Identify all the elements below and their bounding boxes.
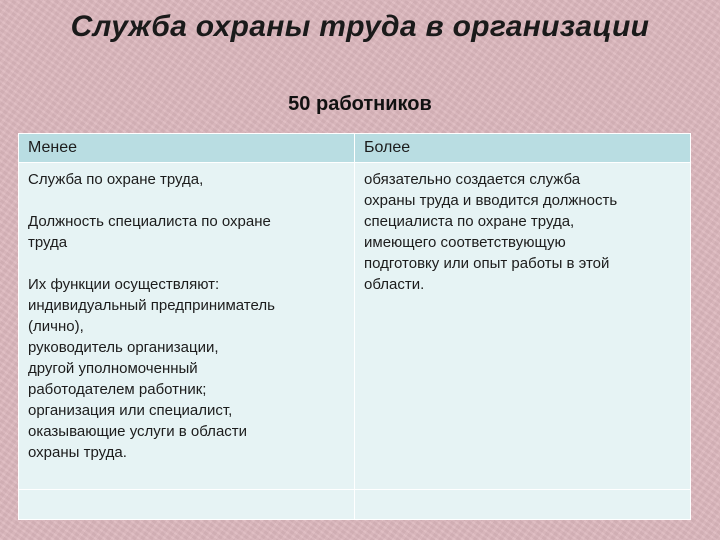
empty-cell-right (355, 490, 691, 520)
slide-subtitle (0, 93, 720, 116)
cell-less (19, 163, 355, 490)
slide-title: Служба охраны труда в организации (70, 10, 650, 43)
table-row-empty (19, 490, 691, 520)
table-row (19, 163, 691, 490)
comparison-table (18, 133, 691, 520)
less-paragraph-service: Служба по охране труда, (28, 171, 204, 188)
less-paragraph-functions: Их функции осуществляют: индивидуальный предприниматель (лично), руководитель организации, другой уполномоченный работодателем работник; организация или специалист, оказывающие услуги в области охраны труда. (28, 276, 275, 461)
less-paragraph-position: Должность специалиста по охране труда (28, 213, 271, 251)
more-paragraph: обязательно создается служба охраны труда и вводится должность специалиста по охране труда, имеющего соответствующую подготовку или опыт работы в этой области. (364, 171, 618, 293)
subtitle-text: 50 работников (288, 93, 432, 115)
cell-more (355, 163, 691, 490)
table-header-row (19, 134, 691, 163)
header-less: Менее (19, 134, 355, 163)
empty-cell-left (19, 490, 355, 520)
header-more: Более (355, 134, 691, 163)
